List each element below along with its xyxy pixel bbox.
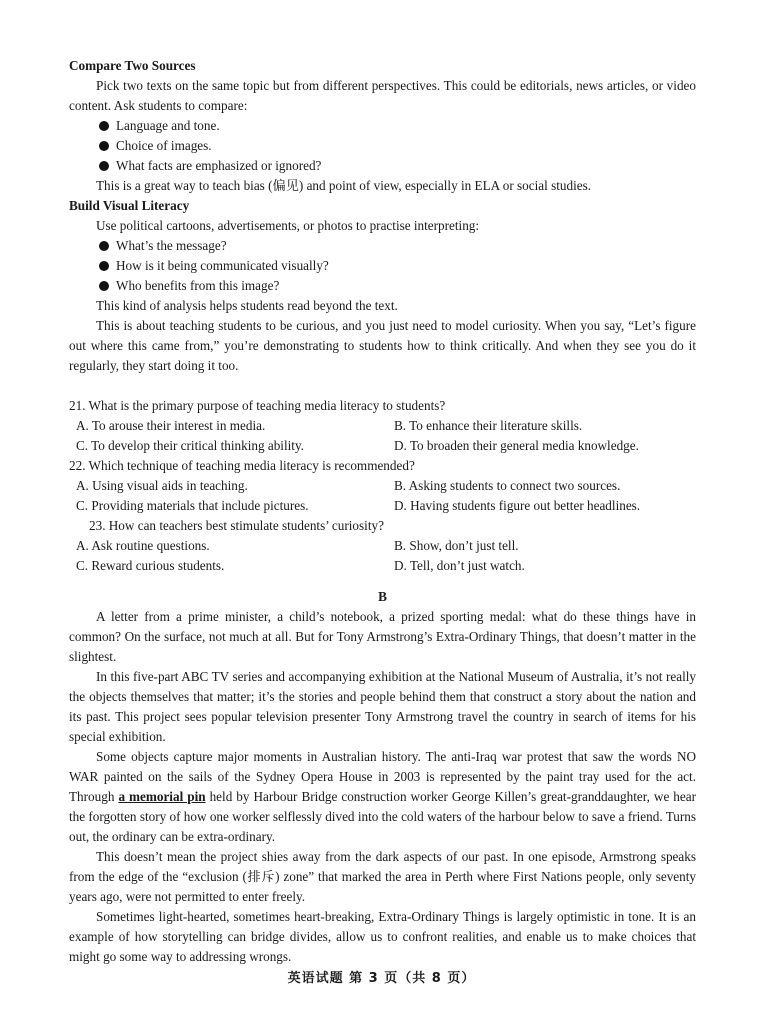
options-row — [69, 436, 696, 456]
question-21 — [69, 396, 696, 456]
option-c[interactable]: C. To develop their critical thinking ability. — [76, 438, 304, 453]
passage-b-paragraph-2: In this five-part ABC TV series and accompanying exhibition at the National Museum of Australia, it’s not really the objects themselves that matter; it’s the stories and people behind them that construct a story about the nation and its past. This project sees popular television presenter Tony Armstrong travel the country in search of items for his special exhibition. — [69, 669, 696, 744]
question-22 — [69, 456, 696, 516]
options-row — [69, 536, 696, 556]
underlined-phrase: a memorial pin — [118, 789, 206, 804]
compare-intro: Pick two texts on the same topic but from different perspectives. This could be editorials, news articles, or video content. Ask students to compare: — [69, 78, 696, 113]
passage-b-paragraph-5: Sometimes light-hearted, sometimes heart-breaking, Extra-Ordinary Things is largely optimistic in tone. It is an example of how storytelling can bridge divides, allow us to confront realities, and enable us to make choices that might go some way to addressing wrongs. — [69, 909, 696, 964]
option-b[interactable]: B. Show, don’t just tell. — [394, 538, 519, 553]
visual-closing: This kind of analysis helps students read beyond the text. — [96, 298, 398, 313]
compare-heading: Compare Two Sources — [69, 58, 196, 73]
bullet-dot-icon — [99, 281, 109, 291]
question-stem: 21. What is the primary purpose of teaching media literacy to students? — [69, 398, 446, 413]
passage-b-paragraph-3: Some objects capture major moments in Australian history. The anti-Iraq war protest that saw the words NO WAR painted on the sails of the Sydney Opera House in 2003 is represented by the paint tray used for the act. Through a memorial pin held by Harbour Bridge construction worker George Killen’s great-granddaughter, we hear the forgotten story of how one worker selflessly dived into the cold waters of the harbour below to save a friend. Turns out, the ordinary can be extra-ordinary. — [69, 749, 697, 844]
question-23 — [69, 516, 696, 576]
compare-bullet-1: Language and tone. — [69, 116, 696, 136]
page-footer: 英语试题 第 3 页（共 8 页） — [287, 971, 476, 986]
visual-final-paragraph: This is about teaching students to be curious, and you just need to model curiosity. When you say, “Let’s figure out where this came from,” you’re demonstrating to students how to think critically. And when they see you do it regularly, they start doing it too. — [69, 318, 696, 373]
option-c[interactable]: C. Reward curious students. — [76, 558, 225, 573]
passage-b-paragraph-4: This doesn’t mean the project shies away from the dark aspects of our past. In one episode, Armstrong speaks from the edge of the “exclusion (排斥) zone” that marked the area in Perth where First Nations people, only seventy years ago, were not permitted to enter freely. — [69, 849, 696, 904]
bullet-dot-icon — [99, 261, 109, 271]
compare-bullet-2: Choice of images. — [69, 136, 696, 156]
bullet-dot-icon — [99, 141, 109, 151]
option-b[interactable]: B. To enhance their literature skills. — [394, 418, 583, 433]
bullet-dot-icon — [99, 241, 109, 251]
visual-bullet-1: What’s the message? — [69, 236, 696, 256]
visual-intro: Use political cartoons, advertisements, or photos to practise interpreting: — [96, 218, 480, 233]
visual-heading: Build Visual Literacy — [69, 198, 190, 213]
option-d[interactable]: D. To broaden their general media knowledge. — [394, 438, 639, 453]
visual-bullet-2: How is it being communicated visually? — [69, 256, 696, 276]
option-a[interactable]: A. Ask routine questions. — [76, 538, 210, 553]
question-stem: 23. How can teachers best stimulate students’ curiosity? — [89, 518, 384, 533]
options-row — [69, 476, 696, 496]
option-a[interactable]: A. Using visual aids in teaching. — [76, 478, 248, 493]
options-row — [69, 496, 696, 516]
options-row — [69, 556, 696, 576]
option-a[interactable]: A. To arouse their interest in media. — [76, 418, 266, 433]
bullet-dot-icon — [99, 161, 109, 171]
page-content — [69, 56, 696, 967]
options-row — [69, 416, 696, 436]
option-b[interactable]: B. Asking students to connect two sources. — [394, 478, 621, 493]
compare-closing: This is a great way to teach bias (偏见) and point of view, especially in ELA or social studies. — [96, 178, 592, 193]
option-c[interactable]: C. Providing materials that include pictures. — [76, 498, 309, 513]
spacer — [69, 376, 696, 396]
question-stem: 22. Which technique of teaching media literacy is recommended? — [69, 458, 415, 473]
visual-bullet-3: Who benefits from this image? — [69, 276, 696, 296]
option-d[interactable]: D. Tell, don’t just watch. — [394, 558, 525, 573]
bullet-dot-icon — [99, 121, 109, 131]
option-d[interactable]: D. Having students figure out better headlines. — [394, 498, 641, 513]
compare-bullet-3: What facts are emphasized or ignored? — [69, 156, 696, 176]
passage-b-paragraph-1: A letter from a prime minister, a child’s notebook, a prized sporting medal: what do these things have in common? On the surface, not much at all. But for Tony Armstrong’s Extra-Ordinary Things, that doesn’t matter in the slightest. — [69, 609, 696, 664]
section-b-letter: B — [378, 589, 387, 604]
